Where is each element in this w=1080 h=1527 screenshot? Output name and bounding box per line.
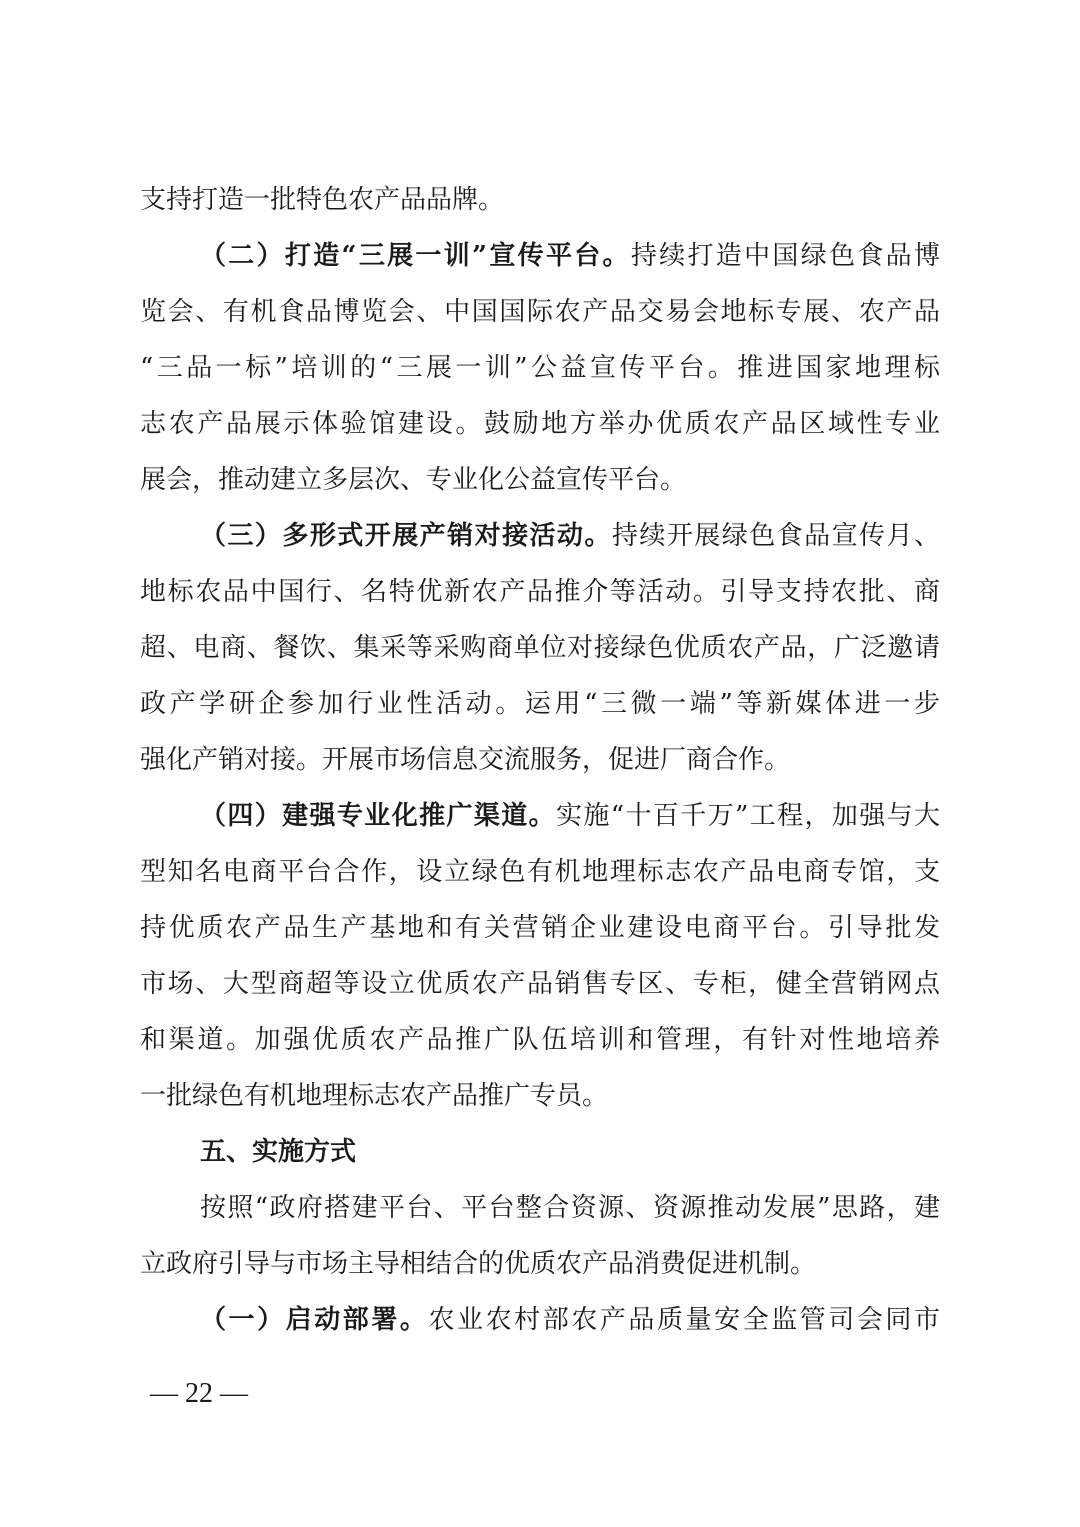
text-line: 政产学研企参加行业性活动。运用“三微一端”等新媒体进一步 <box>140 689 940 719</box>
text-line: 支持打造一批特色农产品品牌。 <box>140 185 505 215</box>
text-line: 志农产品展示体验馆建设。鼓励地方举办优质农产品区域性专业 <box>140 409 940 439</box>
text-line: 持优质农产品生产基地和有关营销企业建设电商平台。引导批发 <box>140 913 940 943</box>
bold-heading: 五、实施方式 <box>200 1137 357 1167</box>
bold-heading: （三）多形式开展产销对接活动。 <box>200 521 612 551</box>
text-line: 展会，推动建立多层次、专业化公益宣传平台。 <box>140 465 687 495</box>
section-heading-line: （一）启动部署。农业农村部农产品质量安全监管司会同市 <box>200 1305 940 1335</box>
section-heading-line: （二）打造“三展一训”宣传平台。持续打造中国绿色食品博 <box>200 241 940 271</box>
text-line: 和渠道。加强优质农产品推广队伍培训和管理，有针对性地培养 <box>140 1025 940 1055</box>
text-line: 超、电商、餐饮、集采等采购商单位对接绿色优质农产品，广泛邀请 <box>140 633 940 663</box>
text-line: 强化产销对接。开展市场信息交流服务，促进厂商合作。 <box>140 745 791 775</box>
text-line: “三品一标”培训的“三展一训”公益宣传平台。推进国家地理标 <box>140 353 940 383</box>
text-line: 型知名电商平台合作，设立绿色有机地理标志农产品电商专馆，支 <box>140 857 940 887</box>
text-line: 览会、有机食品博览会、中国国际农产品交易会地标专展、农产品 <box>140 297 940 327</box>
page-number: — 22 — <box>150 1378 248 1409</box>
text-line: 一批绿色有机地理标志农产品推广专员。 <box>140 1081 609 1111</box>
section-heading-line: （四）建强专业化推广渠道。实施“十百千万”工程，加强与大 <box>200 801 940 831</box>
bold-heading: （一）启动部署。 <box>200 1305 429 1335</box>
text-line: 按照“政府搭建平台、平台整合资源、资源推动发展”思路，建 <box>200 1193 940 1223</box>
text-line: 立政府引导与市场主导相结合的优质农产品消费促进机制。 <box>140 1249 817 1279</box>
section-heading-line: （三）多形式开展产销对接活动。持续开展绿色食品宣传月、 <box>200 521 940 551</box>
text-line: 市场、大型商超等设立优质农产品销售专区、专柜，健全营销网点 <box>140 969 940 999</box>
text-line: 地标农品中国行、名特优新农产品推介等活动。引导支持农批、商 <box>140 577 940 607</box>
chapter-heading <box>200 1132 940 1172</box>
bold-heading: （四）建强专业化推广渠道。 <box>200 801 557 831</box>
bold-heading: （二）打造“三展一训”宣传平台。 <box>200 241 631 271</box>
